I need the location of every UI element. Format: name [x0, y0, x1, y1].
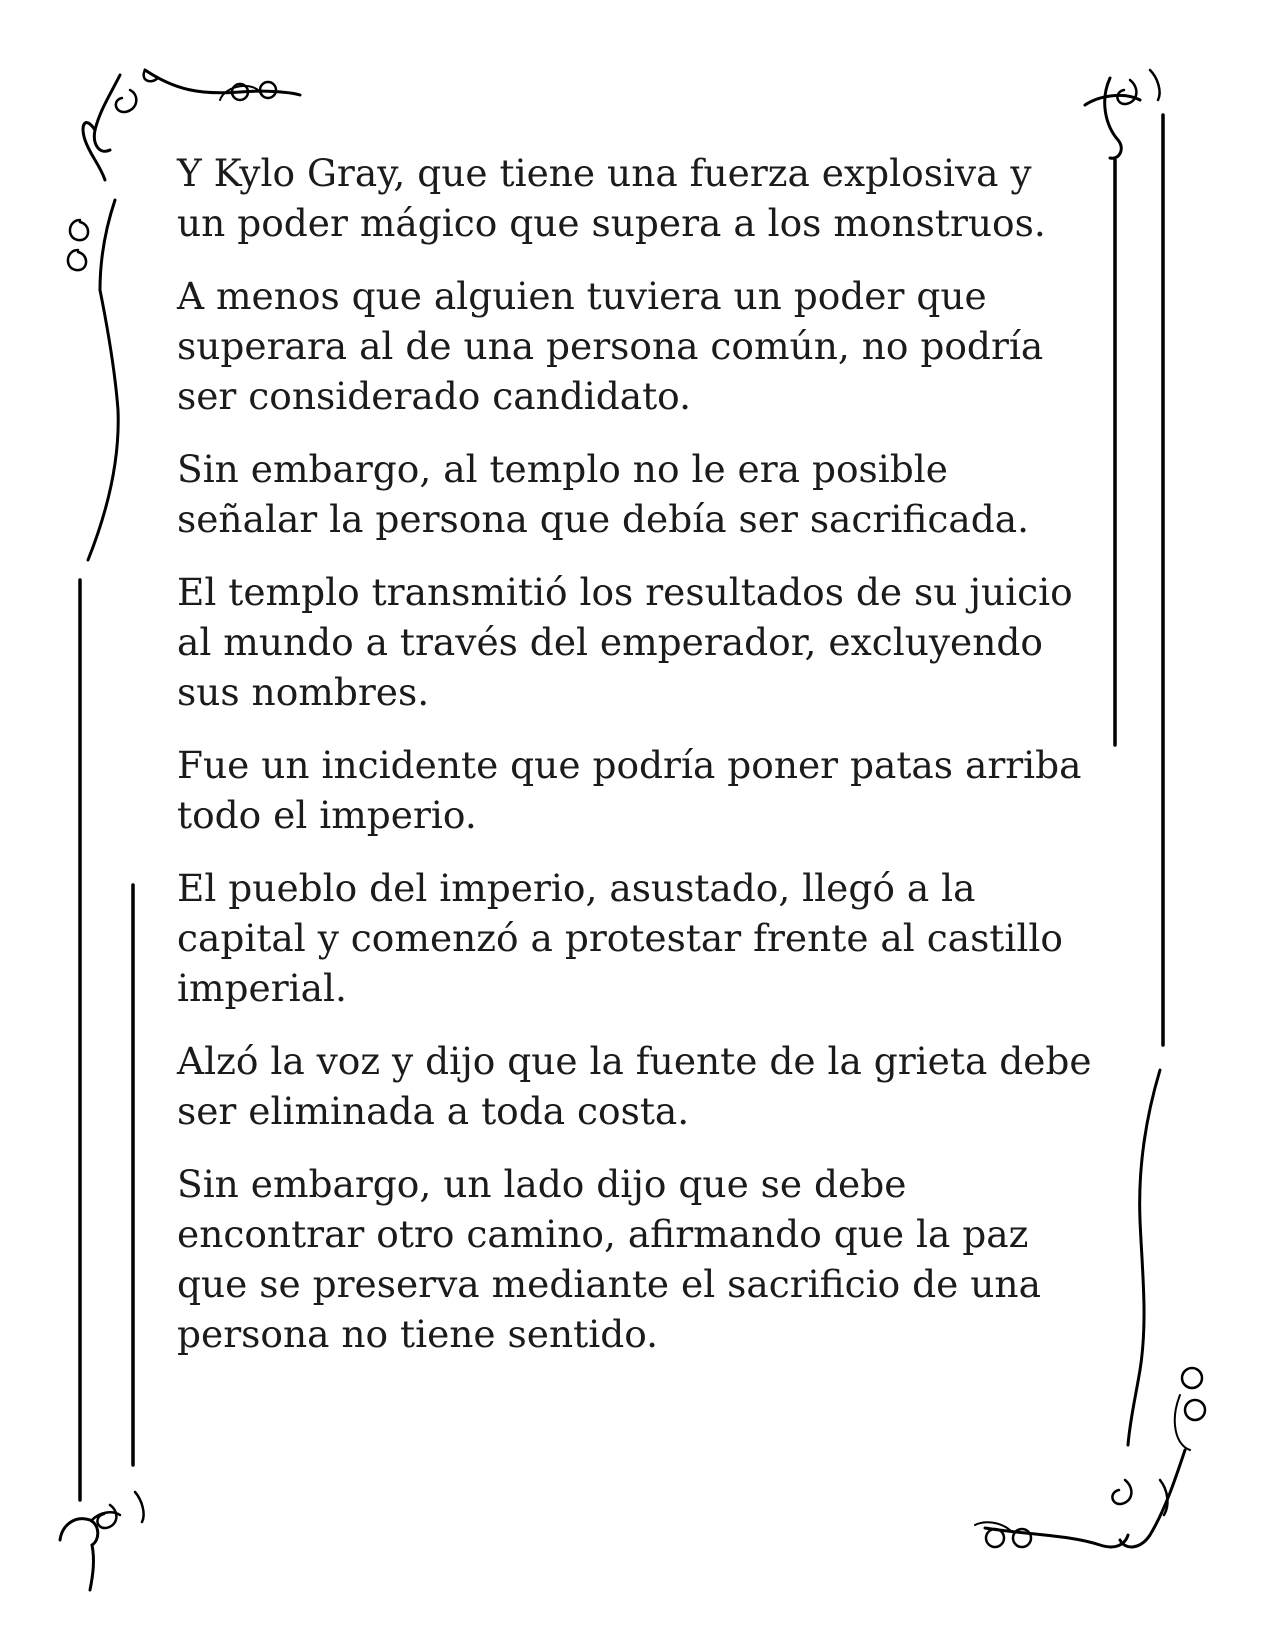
paragraph-6: El pueblo del imperio, asustado, llegó a la capital y comenzó a protestar frente al castillo imperial.	[177, 866, 1063, 1010]
paragraph-1: Y Kylo Gray, que tiene una fuerza explosiva y un poder mágico que supera a los monstruos.	[177, 151, 1046, 245]
paragraph-2: A menos que alguien tuviera un poder que superara al de una persona común, no podría ser considerado candidato.	[177, 274, 1044, 418]
paragraph-7: Alzó la voz y dijo que la fuente de la grieta debe ser eliminada a toda costa.	[177, 1039, 1092, 1133]
page-body	[177, 148, 1107, 1382]
paragraph-4: El templo transmitió los resultados de su juicio al mundo a través del emperador, excluyendo sus nombres.	[177, 570, 1073, 714]
paragraph-5: Fue un incidente que podría poner patas arriba todo el imperio.	[177, 743, 1082, 837]
paragraph-8: Sin embargo, un lado dijo que se debe encontrar otro camino, afirmando que la paz que se preserva mediante el sacrificio de una persona no tiene sentido.	[177, 1162, 1041, 1356]
top-right-flourish	[1085, 70, 1160, 158]
bottom-left-flourish	[60, 1492, 144, 1590]
paragraph-3: Sin embargo, al templo no le era posible señalar la persona que debía ser sacrificada.	[177, 447, 1029, 541]
